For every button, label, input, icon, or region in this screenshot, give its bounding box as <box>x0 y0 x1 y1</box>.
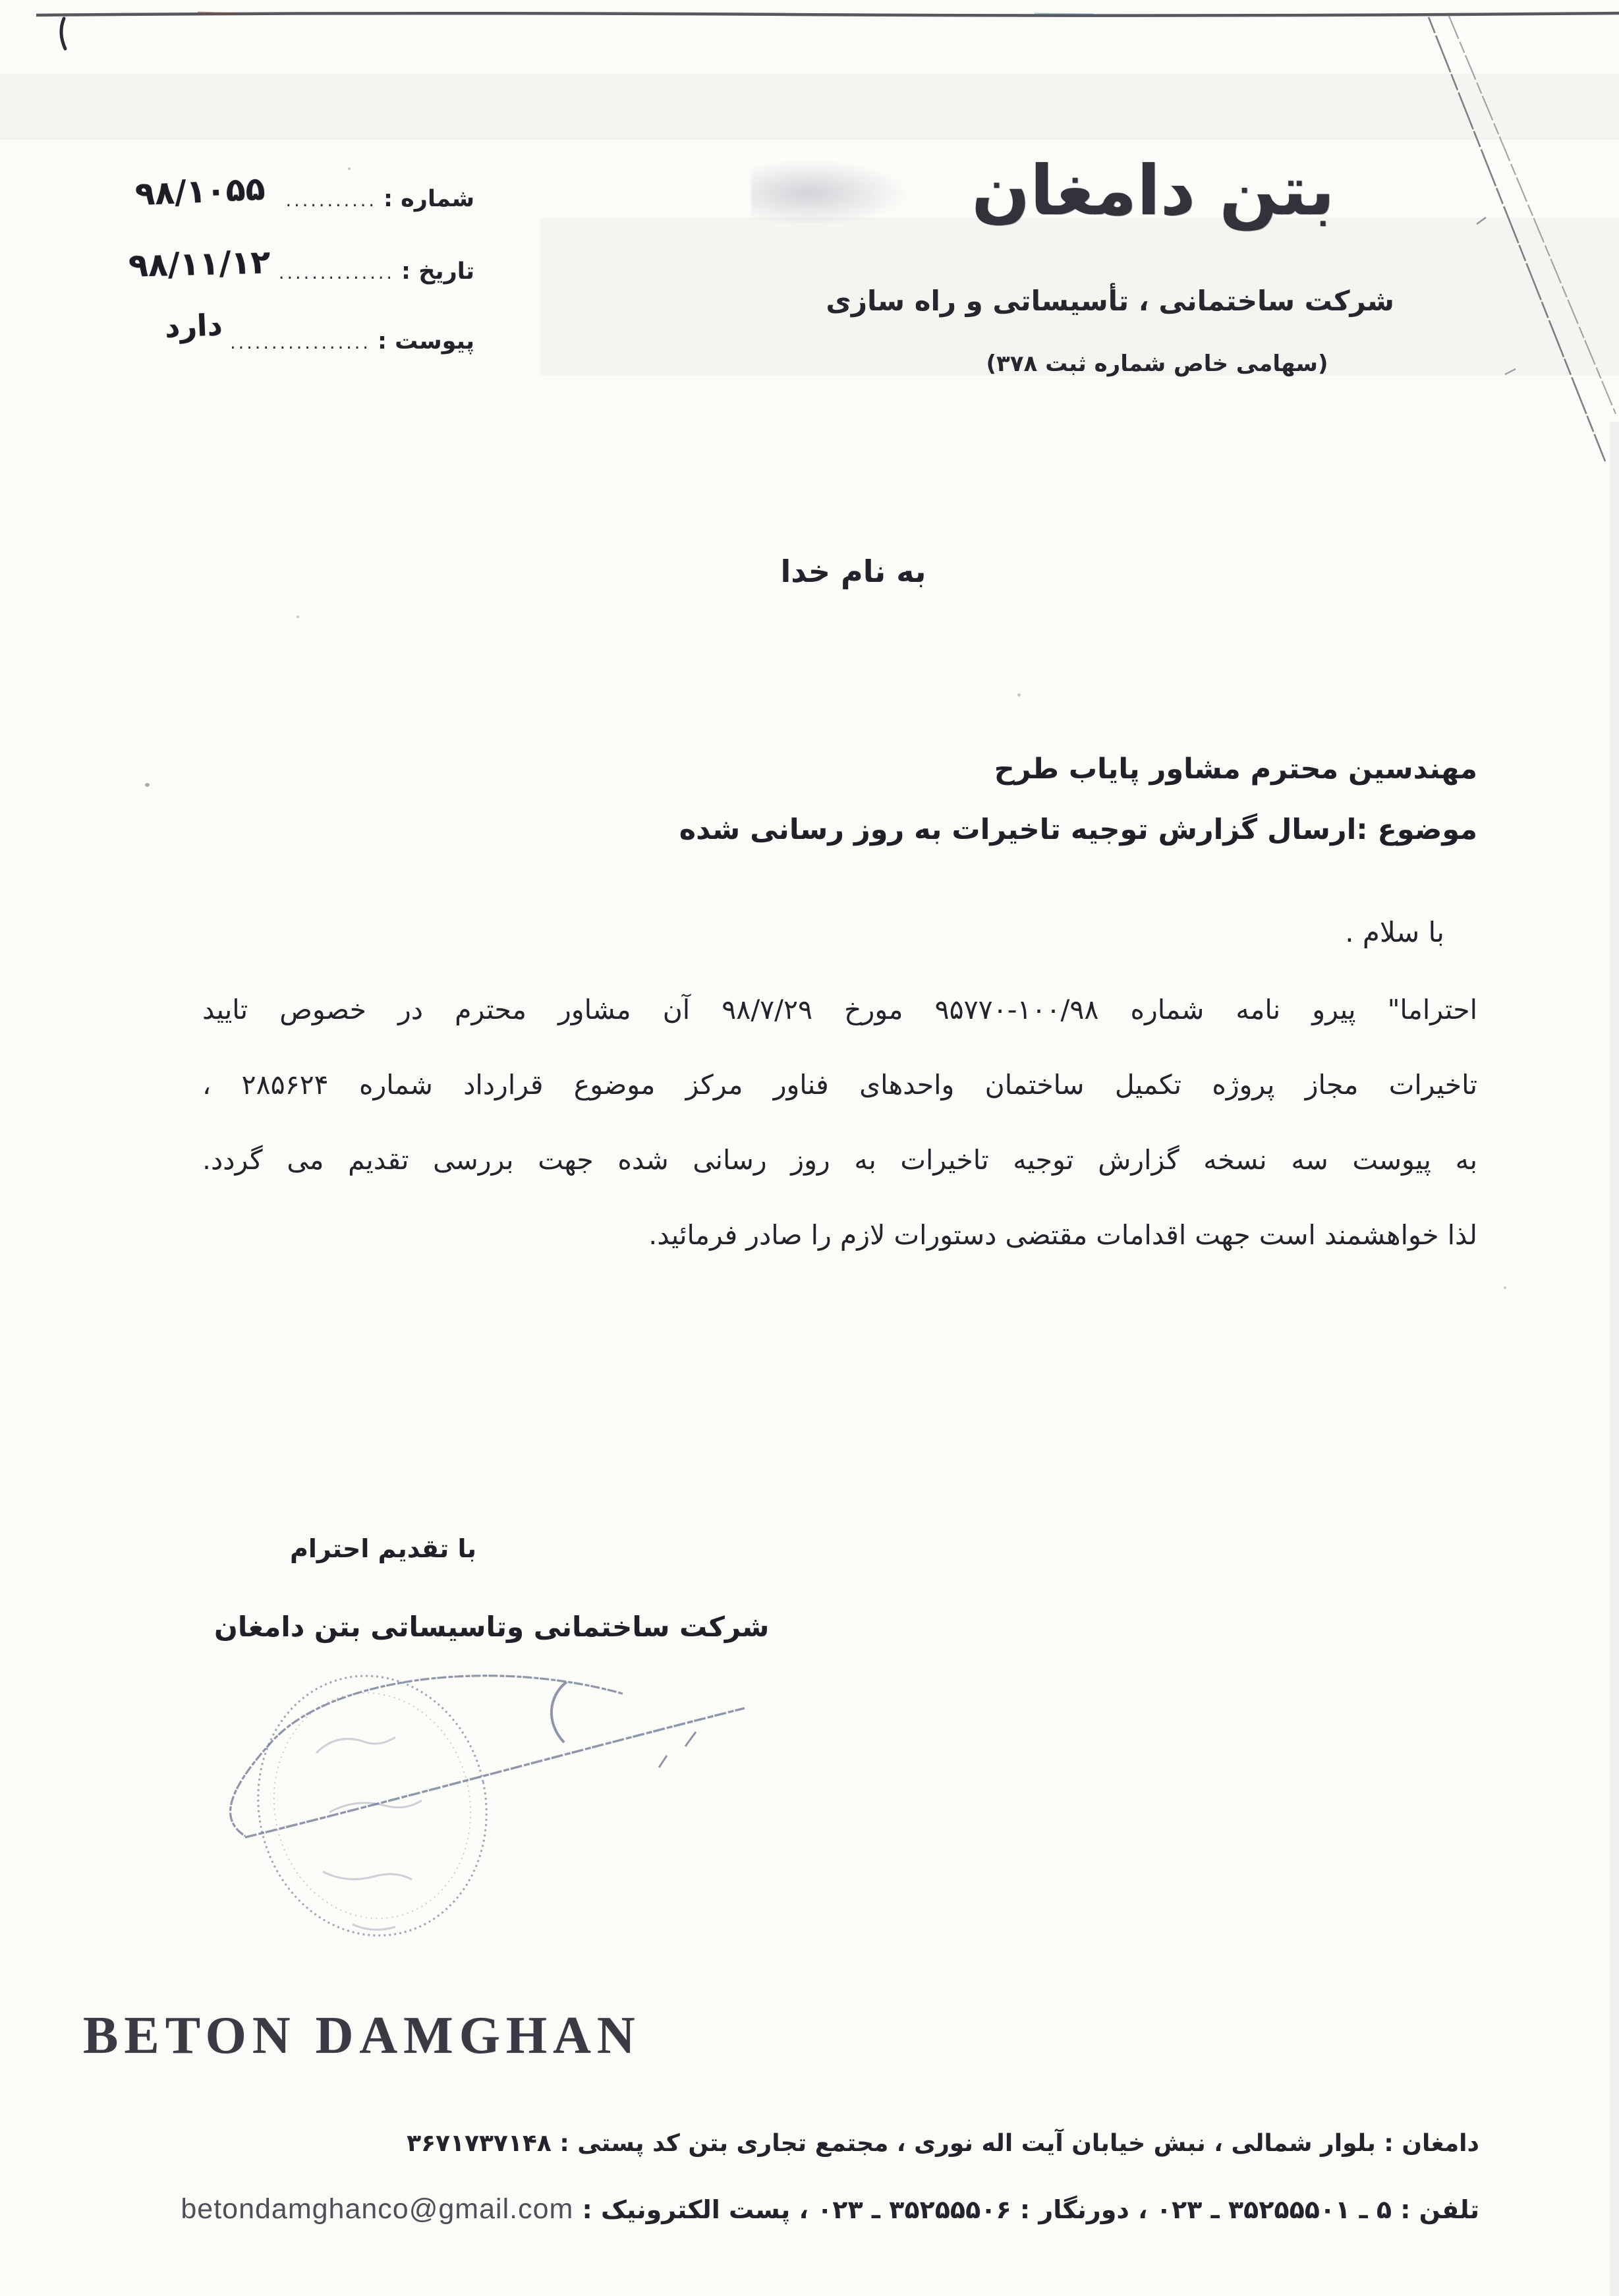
footer-contact-line <box>181 2193 1479 2225</box>
subject-line: موضوع :ارسال گزارش توجیه تاخیرات به روز رسانی شده <box>679 813 1477 846</box>
body-line: لذا خواهشمند است جهت اقدامات مقتضی دستورات لازم را صادر فرمائید. <box>648 1219 1477 1251</box>
scan-speck <box>1504 1286 1506 1289</box>
signatory-line: شرکت ساختمانی وتاسیساتی بتن دامغان <box>214 1611 770 1643</box>
scan-speck <box>1017 693 1021 697</box>
recipient-line: مهندسین محترم مشاور پایاب طرح <box>994 753 1477 786</box>
attachment-value-handwritten: دارد <box>163 307 223 345</box>
number-value-handwritten: ۹۸/۱۰۵۵ <box>134 169 266 214</box>
dotted-leader: .............. <box>278 263 395 283</box>
ref-row-number <box>286 186 474 212</box>
scan-speck <box>145 783 150 787</box>
number-label: شماره : <box>383 186 474 212</box>
date-value-handwritten: ۹۸/۱۱/۱۲ <box>128 243 271 285</box>
company-logo-calligraphy: بتن دامغان <box>971 150 1335 231</box>
letter-body <box>202 994 1477 1294</box>
ref-row-attachment <box>230 328 474 355</box>
company-stamp <box>198 1648 791 2017</box>
footer-contact-text: تلفن : ۵ ـ ۳۵۲۵۵۵۰۱ ـ ۰۲۳ ، دورنگار : ۳۵۲۵۵۵۰۶ ـ ۰۲۳ ، پست الکترونیک : <box>573 2195 1479 2224</box>
scan-speck <box>297 616 299 618</box>
company-registration: (سهامی خاص شماره ثبت ۳۷۸) <box>986 351 1328 377</box>
closing-line: با تقدیم احترام <box>290 1534 477 1563</box>
bismillah: به نام خدا <box>780 554 926 589</box>
ref-row-date <box>279 258 474 285</box>
body-line: احتراما" پیرو نامه شماره ۱۰۰/۹۸-۹۵۷۷۰ مورخ ۹۸/۷/۲۹ آن مشاور محترم در خصوص تایید <box>202 994 1478 1025</box>
body-line: به پیوست سه نسخه گزارش توجیه تاخیرات به روز رسانی شده جهت بررسی تقدیم می گردد. <box>202 1144 1477 1176</box>
signature-scribble <box>231 1676 745 1837</box>
company-description: شرکت ساختمانی ، تأسیساتی و راه سازی <box>826 285 1394 317</box>
latin-company-name: BETON DAMGHAN <box>83 2007 641 2065</box>
dotted-leader: ........... <box>285 190 377 211</box>
scan-edge-shadow <box>1610 422 1619 2296</box>
salutation-line: با سلام . <box>1345 916 1444 948</box>
footer-address-line: دامغان : بلوار شمالی ، نبش خیابان آیت اله نوری ، مجتمع تجاری بتن کد پستی : ۳۶۷۱۷۳۷۱۴۸ <box>407 2130 1479 2157</box>
footer-email: betondamghanco@gmail.com <box>181 2193 574 2225</box>
attachment-label: پیوست : <box>377 328 474 355</box>
body-line: تاخیرات مجاز پروژه تکمیل ساختمان واحدهای فناور مرکز موضوع قرارداد شماره ۲۸۵۶۲۴ ، <box>202 1069 1478 1101</box>
dotted-leader: ................. <box>230 333 371 353</box>
date-label: تاریخ : <box>401 258 474 285</box>
